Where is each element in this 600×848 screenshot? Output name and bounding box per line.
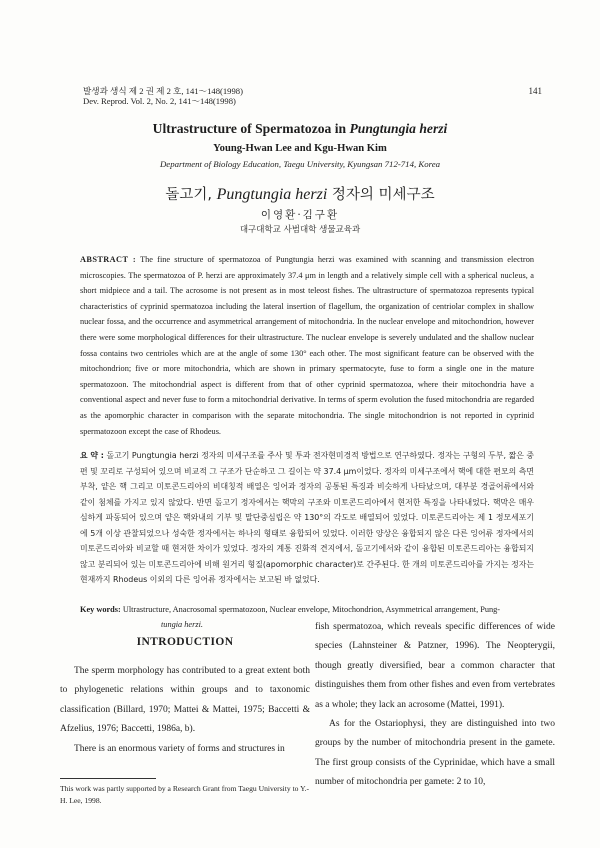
ko-title-a: 돌고기, — [165, 187, 217, 203]
intro-paragraph: The sperm morphology has contributed to a great extent both to phylogenetic relations within groups and to taxonomic classification (Billard, 1970; Mattei & Mattei, 1975; Baccetti & Afzelius, 1976; Baccetti, 1986a, b). — [60, 666, 310, 735]
korean-abstract — [80, 448, 534, 588]
ko-abstract-text: 돌고기 Pungtungia herzi 정자의 미세구조를 주사 및 투과 전자현미경적 방법으로 연구하였다. 정자는 구형의 두부, 짧은 중편 및 꼬리로 구성되어 있으며 비교적 그 구조가 단순하고 그 길이는 약 37.4 μm이었다. 정자의 미세구조에서 핵에 대한 편모의 측면 부착, 얕은 핵 그리고 미토콘드리아의 비대칭적 배열은 잉어과 정자의 공통된 특징과 비슷하게 나타났으며, 대부분 경골어류에서와 같이 첨체를 가지고 있지 않았다. 반면 돌고기 정자에서는 핵막의 구조와 미토콘드리아에서 현저한 특징을 나타내었다. 핵막은 매우 심하게 파동되어 있으며 얕은 핵와내의 기부 및 말단중심립은 약 130°의 각도로 배열되어 있었다. 미토콘드리아는 제 1 정모세포기에 5개 이상 관찰되었으나 성숙한 정자에서는 하나의 형태로 융합되어 있었다. 이러한 양상은 융합되지 않은 다른 잉어류 정자에서의 미토콘드리아와 비교할 때 현저한 차이가 있었다. 정자의 계통 진화적 견지에서, 돌고기에서와 같이 융합된 미토콘드리아는 융합되지 않고 분리되어 있는 미토콘드리아에 비해 원거리 형질(apomorphic character)로 간주된다. 한 개의 미토콘드리아를 가지는 정자는 현재까지 Rhodeus 이외의 다른 잉어류 정자에서는 보고된 바 없었다. — [80, 451, 534, 584]
affiliation: Department of Biology Education, Taegu University, Kyungsan 712-714, Korea — [159, 159, 441, 169]
korean-affiliation: 대구대학교 사범대학 생물교육과 — [239, 225, 361, 235]
keywords-continuation: tungia herzi. — [161, 620, 203, 630]
authors: Young-Hwan Lee and Kgu-Hwan Kim — [213, 143, 387, 154]
title-species: Pungtungia herzi — [349, 121, 448, 136]
abstract — [80, 252, 534, 439]
title-prefix: Ultrastructure of Spermatozoa in — [152, 121, 350, 136]
paper-title — [0, 121, 600, 137]
intro-paragraph: fish spermatozoa, which reveals specific differences of wide species (Lahnsteiner & Patzner, 1996). The Neopterygii, though greatly diversified, bear a common character that distinguishes them from other fishes and even from vertebrates as a whole; they lack an acrosome (Mattei, 1991). — [315, 622, 555, 710]
journal-header — [83, 86, 243, 107]
journal-citation-korean: 발생과 생식 제 2 권 제 2 호, 141～148(1998) — [83, 86, 243, 96]
korean-title — [0, 183, 600, 204]
intro-paragraph: As for the Ostariophysi, they are distinguished into two groups by the number of mitochondria present in the gamete. The first group consists of the Cyprinidae, which have a small number of mitochondria per gamete: 2 to 10, — [315, 719, 555, 788]
abstract-text: The fine structure of spermatozoa of Pungtungia herzi was examined with scanning and transmission electron microscopies. The spermatozoa of P. herzi are approximately 37.4 μm in length and a relatively simple cell with a spherical nucleus, a short midpiece and a tail. The acrosome is not present as in most teleost fishes. The ultrastructure of spermatozoa represents typical characteristics of cyprinid spermatozoa including the lateral insertion of flagellum, the organization of centriolar complex in shallow nuclear fossa, and the occurrence and asymmetrical arrangement of mitochondria. In the nuclear envelope and mitochondrion, however there were some morphological differences for their ultrastructure. The nuclear envelope is severely undulated and the shallow nuclear fossa contains two centrioles which are at the angle of some 130° each other. The most significant feature can be observed with the mitochondrion; five or more mitochondria, which are shown in primary spermatocyte, fuse to form a single one in the mature spermatozoon. The mitochondrial aspect is different from that of other cyprinid spermatozoa, where their mitochondria have a conventional aspect and never fuse to form a mitochondrial derivative. In terms of sperm evolution the fused mitochondria are regarded as the apomorphic character in comparison with the separate mitochondria. The single mitochondrion is not reported in cyprinid spermatozoon except the case of Rhodeus. — [80, 255, 534, 436]
ko-title-species: Pungtungia herzi — [216, 186, 328, 203]
ko-abstract-label: 요 약 : — [80, 451, 104, 460]
keywords-text: Ultrastructure, Anacrosomal spermatozoon, Nuclear envelope, Mitochondrion, Asymmetrical arrangement, Pung- — [122, 605, 501, 614]
footnote: This work was partly supported by a Research Grant from Taegu University to Y.-H. Lee, 1998. — [60, 784, 310, 805]
ko-title-b: 정자의 미세구조 — [327, 187, 435, 203]
abstract-label: ABSTRACT : — [80, 255, 137, 264]
intro-paragraph: There is an enormous variety of forms and structures in — [74, 743, 285, 754]
footnote-rule — [60, 778, 156, 779]
keywords-label: Key words: — [80, 605, 121, 614]
intro-right-column — [315, 618, 555, 793]
page-number: 141 — [528, 86, 542, 96]
intro-left-column — [60, 662, 310, 759]
journal-citation-english: Dev. Reprod. Vol. 2, No. 2, 141～148(1998) — [83, 96, 236, 107]
section-heading-introduction: INTRODUCTION — [136, 636, 234, 648]
korean-authors: 이영환·김구환 — [260, 209, 340, 221]
